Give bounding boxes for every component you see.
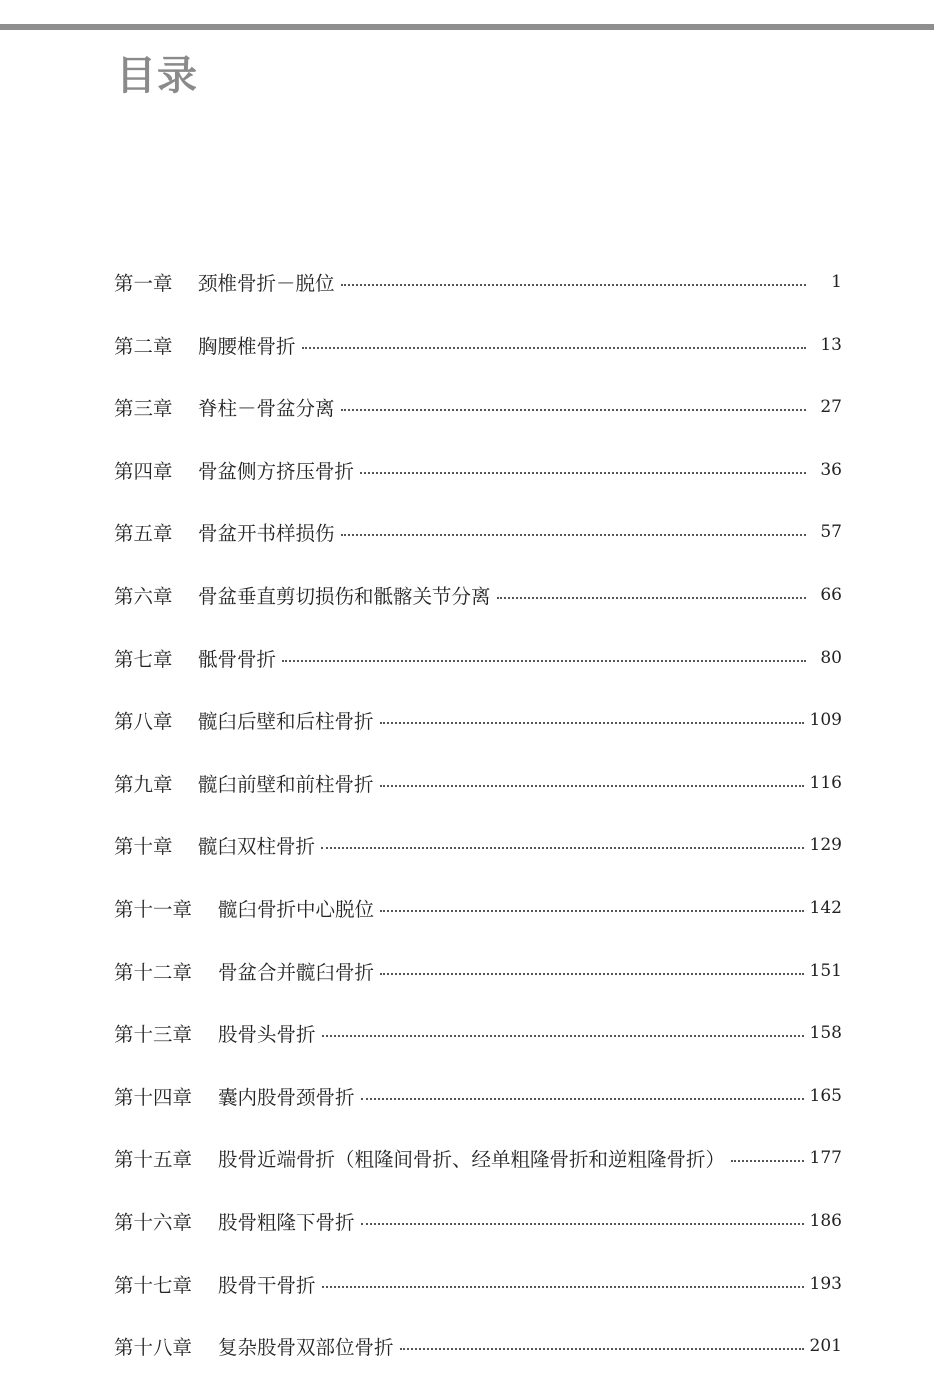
toc-entry[interactable] xyxy=(114,1136,842,1180)
chapter-number: 第十三章 xyxy=(114,1023,193,1046)
page-number: 66 xyxy=(820,585,842,605)
toc-entry[interactable] xyxy=(114,260,842,304)
toc-entry[interactable] xyxy=(114,636,842,680)
chapter-number: 第九章 xyxy=(114,773,173,796)
page-number: 57 xyxy=(820,522,842,542)
page-number: 142 xyxy=(809,898,842,918)
dot-leader xyxy=(341,409,806,411)
chapter-title: 骨盆垂直剪切损伤和骶髂关节分离 xyxy=(198,585,491,608)
chapter-number: 第十二章 xyxy=(114,961,193,984)
dot-leader xyxy=(380,785,804,787)
dot-leader xyxy=(321,847,804,849)
page-number: 109 xyxy=(809,710,842,730)
page-number: 129 xyxy=(809,835,842,855)
dot-leader xyxy=(380,910,804,912)
dot-leader xyxy=(322,1286,804,1288)
page-title: 目录 xyxy=(116,53,198,99)
toc-entry[interactable] xyxy=(114,886,842,930)
chapter-title: 股骨干骨折 xyxy=(218,1274,316,1297)
chapter-title: 骶骨骨折 xyxy=(198,648,277,671)
chapter-number: 第五章 xyxy=(114,522,173,545)
chapter-title: 髋臼前壁和前柱骨折 xyxy=(198,773,374,796)
chapter-number: 第一章 xyxy=(114,272,173,295)
toc-entry[interactable] xyxy=(114,510,842,554)
dot-leader xyxy=(361,1223,804,1225)
toc-entry[interactable] xyxy=(114,1199,842,1243)
chapter-number: 第七章 xyxy=(114,648,173,671)
page-number: 27 xyxy=(820,397,842,417)
page-number: 177 xyxy=(809,1148,842,1168)
page-number: 193 xyxy=(809,1274,842,1294)
page-number: 151 xyxy=(809,961,842,981)
toc-entry[interactable] xyxy=(114,385,842,429)
chapter-title: 股骨头骨折 xyxy=(218,1023,316,1046)
chapter-title: 囊内股骨颈骨折 xyxy=(218,1086,355,1109)
chapter-number: 第六章 xyxy=(114,585,173,608)
page-number: 1 xyxy=(831,272,842,292)
toc-entry[interactable] xyxy=(114,698,842,742)
chapter-number: 第十四章 xyxy=(114,1086,193,1109)
dot-leader xyxy=(731,1160,804,1162)
chapter-title: 股骨粗隆下骨折 xyxy=(218,1211,355,1234)
page-number: 201 xyxy=(809,1336,842,1356)
page-number: 165 xyxy=(809,1086,842,1106)
toc-entry[interactable] xyxy=(114,1262,842,1306)
chapter-number: 第十章 xyxy=(114,835,173,858)
page-number: 80 xyxy=(820,648,842,668)
chapter-number: 第四章 xyxy=(114,460,173,483)
page-number: 36 xyxy=(820,460,842,480)
chapter-title: 脊柱－骨盆分离 xyxy=(198,397,335,420)
dot-leader xyxy=(341,284,806,286)
toc-entry[interactable] xyxy=(114,323,842,367)
chapter-number: 第十八章 xyxy=(114,1336,193,1359)
chapter-number: 第八章 xyxy=(114,710,173,733)
dot-leader xyxy=(380,973,804,975)
dot-leader xyxy=(302,347,806,349)
dot-leader xyxy=(341,534,806,536)
toc-entry[interactable] xyxy=(114,823,842,867)
toc-entry[interactable] xyxy=(114,573,842,617)
dot-leader xyxy=(400,1348,804,1350)
chapter-title: 股骨近端骨折（粗隆间骨折、经单粗隆骨折和逆粗隆骨折） xyxy=(218,1148,726,1171)
dot-leader xyxy=(322,1035,804,1037)
chapter-title: 髋臼双柱骨折 xyxy=(198,835,316,858)
toc-entry[interactable] xyxy=(114,949,842,993)
chapter-number: 第十六章 xyxy=(114,1211,193,1234)
toc-entry[interactable] xyxy=(114,761,842,805)
chapter-title: 骨盆开书样损伤 xyxy=(198,522,335,545)
toc-entry[interactable] xyxy=(114,448,842,492)
chapter-title: 骨盆合并髋臼骨折 xyxy=(218,961,375,984)
chapter-title: 胸腰椎骨折 xyxy=(198,335,296,358)
chapter-number: 第十五章 xyxy=(114,1148,193,1171)
dot-leader xyxy=(361,1098,804,1100)
toc-entry[interactable] xyxy=(114,1324,842,1368)
dot-leader xyxy=(360,472,806,474)
chapter-title: 复杂股骨双部位骨折 xyxy=(218,1336,394,1359)
dot-leader xyxy=(380,722,804,724)
page-number: 186 xyxy=(809,1211,842,1231)
chapter-title: 骨盆侧方挤压骨折 xyxy=(198,460,355,483)
toc-entry[interactable] xyxy=(114,1011,842,1055)
dot-leader xyxy=(282,660,806,662)
dot-leader xyxy=(497,597,806,599)
page-number: 158 xyxy=(809,1023,842,1043)
chapter-number: 第十一章 xyxy=(114,898,193,921)
chapter-title: 颈椎骨折－脱位 xyxy=(198,272,335,295)
chapter-title: 髋臼骨折中心脱位 xyxy=(218,898,375,921)
chapter-title: 髋臼后壁和后柱骨折 xyxy=(198,710,374,733)
top-rule xyxy=(0,24,934,30)
page-number: 13 xyxy=(820,335,842,355)
toc-entry[interactable] xyxy=(114,1074,842,1118)
chapter-number: 第二章 xyxy=(114,335,173,358)
chapter-number: 第十七章 xyxy=(114,1274,193,1297)
chapter-number: 第三章 xyxy=(114,397,173,420)
page-number: 116 xyxy=(809,773,842,793)
